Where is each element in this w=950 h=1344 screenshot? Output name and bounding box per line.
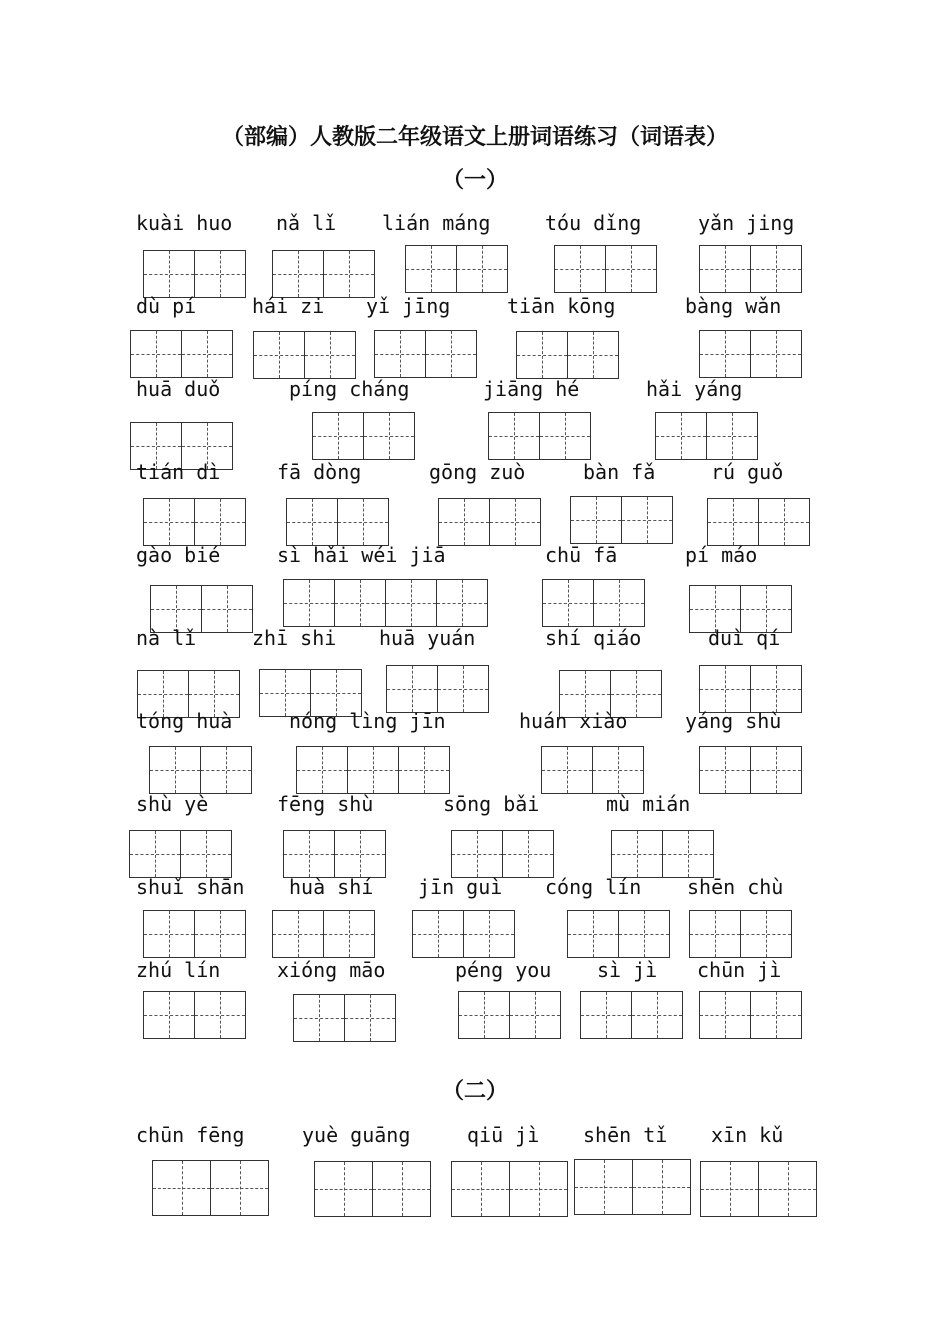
pinyin-label: chūn jì xyxy=(697,958,782,982)
writing-grid xyxy=(451,1161,568,1217)
writing-cell[interactable] xyxy=(347,746,399,794)
pinyin-label: fēng shù xyxy=(277,792,374,816)
writing-cell[interactable] xyxy=(707,498,759,546)
writing-grid xyxy=(143,910,246,958)
pinyin-label: sōng bǎi xyxy=(443,792,540,816)
writing-grid xyxy=(405,245,508,293)
writing-cell[interactable] xyxy=(458,991,510,1039)
writing-cell[interactable] xyxy=(539,412,591,460)
writing-cell[interactable] xyxy=(750,991,802,1039)
pinyin-label: fā dòng xyxy=(277,460,362,484)
writing-grid xyxy=(574,1159,691,1215)
writing-cell[interactable] xyxy=(593,579,645,627)
writing-cell[interactable] xyxy=(750,245,802,293)
writing-cell[interactable] xyxy=(129,830,181,878)
writing-cell[interactable] xyxy=(451,830,503,878)
pinyin-label: lián máng xyxy=(382,211,491,235)
writing-grid xyxy=(374,330,477,378)
writing-grid xyxy=(700,1161,817,1217)
pinyin-label: sì hǎi wéi jiā xyxy=(277,543,446,567)
writing-cell[interactable] xyxy=(502,830,554,878)
writing-grid xyxy=(516,331,619,379)
pinyin-label: rú guǒ xyxy=(711,460,784,484)
writing-cell[interactable] xyxy=(758,498,810,546)
writing-grid xyxy=(314,1161,431,1217)
writing-cell[interactable] xyxy=(210,1160,269,1216)
pinyin-label: shuǐ shān xyxy=(136,875,245,899)
writing-grid xyxy=(296,746,450,794)
writing-cell[interactable] xyxy=(200,746,252,794)
writing-grid xyxy=(143,991,246,1039)
pinyin-label: qiū jì xyxy=(467,1123,540,1147)
writing-cell[interactable] xyxy=(699,746,751,794)
writing-cell[interactable] xyxy=(337,498,389,546)
writing-cell[interactable] xyxy=(286,498,338,546)
pinyin-label: chūn fēng xyxy=(136,1123,245,1147)
writing-cell[interactable] xyxy=(334,579,386,627)
writing-cell[interactable] xyxy=(323,910,375,958)
writing-cell[interactable] xyxy=(143,991,195,1039)
pinyin-label: zhī shi xyxy=(252,626,337,650)
writing-cell[interactable] xyxy=(130,330,182,378)
writing-cell[interactable] xyxy=(488,412,540,460)
pinyin-label: gōng zuò xyxy=(429,460,526,484)
writing-cell[interactable] xyxy=(272,910,324,958)
pinyin-label: gào bié xyxy=(136,543,221,567)
writing-cell[interactable] xyxy=(293,994,345,1042)
writing-grid xyxy=(143,498,246,546)
pinyin-label: huā duǒ xyxy=(136,377,221,401)
writing-cell[interactable] xyxy=(194,910,246,958)
pinyin-label: hái zi xyxy=(252,294,325,318)
writing-cell[interactable] xyxy=(374,330,426,378)
writing-cell[interactable] xyxy=(758,1161,817,1217)
pinyin-label: dù pí xyxy=(136,294,197,318)
writing-grid xyxy=(699,245,802,293)
writing-cell[interactable] xyxy=(412,910,464,958)
writing-cell[interactable] xyxy=(181,330,233,378)
pinyin-label: yáng shù xyxy=(685,709,782,733)
writing-grid xyxy=(283,579,488,627)
pinyin-label: jiāng hé xyxy=(483,377,580,401)
writing-cell[interactable] xyxy=(405,245,457,293)
writing-cell[interactable] xyxy=(253,331,305,379)
writing-cell[interactable] xyxy=(632,1159,691,1215)
pinyin-label: cóng lín xyxy=(545,875,642,899)
section-heading-1: （一） xyxy=(441,168,508,193)
writing-grid xyxy=(152,1160,269,1216)
writing-grid xyxy=(293,994,396,1042)
writing-grid xyxy=(707,498,810,546)
document-title: （部编）人教版二年级语文上册词语练习（词语表） xyxy=(221,125,728,150)
writing-cell[interactable] xyxy=(180,830,232,878)
writing-cell[interactable] xyxy=(194,991,246,1039)
writing-cell[interactable] xyxy=(438,498,490,546)
writing-cell[interactable] xyxy=(463,910,515,958)
writing-cell[interactable] xyxy=(143,910,195,958)
writing-grid xyxy=(283,830,386,878)
pinyin-label: nóng lìng jīn xyxy=(289,709,446,733)
writing-cell[interactable] xyxy=(201,585,253,633)
writing-cell[interactable] xyxy=(655,412,707,460)
pinyin-label: yǎn jing xyxy=(698,211,795,235)
writing-cell[interactable] xyxy=(334,830,386,878)
writing-cell[interactable] xyxy=(436,579,488,627)
pinyin-label: huā yuán xyxy=(379,626,476,650)
writing-grid xyxy=(655,412,758,460)
writing-cell[interactable] xyxy=(542,579,594,627)
writing-cell[interactable] xyxy=(699,665,751,713)
writing-cell[interactable] xyxy=(143,250,195,298)
pinyin-label: shēn chù xyxy=(687,875,784,899)
pinyin-label: shí qiáo xyxy=(545,626,642,650)
writing-cell[interactable] xyxy=(706,412,758,460)
pinyin-label: tián dì xyxy=(136,460,221,484)
writing-cell[interactable] xyxy=(592,746,644,794)
pinyin-label: xīn kǔ xyxy=(711,1123,784,1147)
writing-grid xyxy=(143,250,246,298)
pinyin-label: píng cháng xyxy=(289,377,410,401)
writing-cell[interactable] xyxy=(283,579,335,627)
pinyin-label: tóng huà xyxy=(136,709,233,733)
writing-grid xyxy=(458,991,561,1039)
writing-grid xyxy=(253,331,356,379)
writing-cell[interactable] xyxy=(740,910,792,958)
pinyin-label: tiān kōng xyxy=(507,294,616,318)
writing-grid xyxy=(541,746,644,794)
pinyin-label: huán xiào xyxy=(519,709,628,733)
writing-grid xyxy=(699,991,802,1039)
pinyin-label: péng you xyxy=(455,958,552,982)
writing-cell[interactable] xyxy=(689,910,741,958)
pinyin-label: pí máo xyxy=(685,543,758,567)
writing-grid xyxy=(580,991,683,1039)
writing-cell[interactable] xyxy=(700,1161,759,1217)
writing-cell[interactable] xyxy=(509,1161,568,1217)
writing-grid xyxy=(272,250,375,298)
writing-cell[interactable] xyxy=(567,331,619,379)
writing-cell[interactable] xyxy=(456,245,508,293)
pinyin-label: tóu dǐng xyxy=(545,211,642,235)
writing-cell[interactable] xyxy=(386,665,438,713)
writing-cell[interactable] xyxy=(605,245,657,293)
pinyin-label: shù yè xyxy=(136,792,209,816)
writing-grid xyxy=(554,245,657,293)
writing-grid xyxy=(542,579,645,627)
writing-cell[interactable] xyxy=(451,1161,510,1217)
writing-cell[interactable] xyxy=(570,496,622,544)
writing-cell[interactable] xyxy=(489,498,541,546)
writing-cell[interactable] xyxy=(194,250,246,298)
writing-cell[interactable] xyxy=(567,910,619,958)
writing-grid xyxy=(130,330,233,378)
writing-cell[interactable] xyxy=(149,746,201,794)
writing-grid xyxy=(412,910,515,958)
pinyin-label: zhú lín xyxy=(136,958,221,982)
writing-cell[interactable] xyxy=(541,746,593,794)
writing-grid xyxy=(567,910,670,958)
writing-cell[interactable] xyxy=(699,245,751,293)
pinyin-label: kuài huo xyxy=(136,211,233,235)
writing-cell[interactable] xyxy=(554,245,606,293)
writing-grid xyxy=(570,496,673,544)
writing-cell[interactable] xyxy=(363,412,415,460)
writing-cell[interactable] xyxy=(611,830,663,878)
writing-cell[interactable] xyxy=(304,331,356,379)
writing-grid xyxy=(451,830,554,878)
writing-cell[interactable] xyxy=(296,746,348,794)
writing-cell[interactable] xyxy=(631,991,683,1039)
writing-grid xyxy=(611,830,714,878)
writing-grid xyxy=(129,830,232,878)
writing-cell[interactable] xyxy=(194,498,246,546)
writing-cell[interactable] xyxy=(344,994,396,1042)
writing-grid xyxy=(272,910,375,958)
pinyin-label: huà shí xyxy=(289,875,374,899)
writing-cell[interactable] xyxy=(323,250,375,298)
writing-cell[interactable] xyxy=(272,250,324,298)
writing-grid xyxy=(488,412,591,460)
writing-cell[interactable] xyxy=(143,498,195,546)
pinyin-label: bàng wǎn xyxy=(685,294,782,318)
pinyin-label: shēn tǐ xyxy=(583,1123,668,1147)
writing-cell[interactable] xyxy=(699,991,751,1039)
pinyin-label: yuè guāng xyxy=(302,1123,411,1147)
writing-cell[interactable] xyxy=(509,991,561,1039)
writing-cell[interactable] xyxy=(699,330,751,378)
pinyin-label: xióng māo xyxy=(277,958,386,982)
writing-cell[interactable] xyxy=(152,1160,211,1216)
writing-grid xyxy=(438,498,541,546)
pinyin-label: jīn guì xyxy=(418,875,503,899)
writing-grid xyxy=(286,498,389,546)
pinyin-label: sì jì xyxy=(597,958,658,982)
writing-cell[interactable] xyxy=(398,746,450,794)
pinyin-label: nà lǐ xyxy=(136,626,197,650)
pinyin-label: hǎi yáng xyxy=(646,377,743,401)
pinyin-label: duì qí xyxy=(708,626,781,650)
writing-cell[interactable] xyxy=(372,1161,431,1217)
section-heading-2: （二） xyxy=(441,1079,508,1104)
writing-grid xyxy=(699,746,802,794)
writing-cell[interactable] xyxy=(662,830,714,878)
writing-cell[interactable] xyxy=(385,579,437,627)
writing-cell[interactable] xyxy=(750,330,802,378)
writing-cell[interactable] xyxy=(516,331,568,379)
writing-cell[interactable] xyxy=(312,412,364,460)
writing-grid xyxy=(699,330,802,378)
writing-cell[interactable] xyxy=(425,330,477,378)
writing-cell[interactable] xyxy=(580,991,632,1039)
writing-cell[interactable] xyxy=(621,496,673,544)
writing-grid xyxy=(149,746,252,794)
pinyin-label: bàn fǎ xyxy=(583,460,656,484)
writing-grid xyxy=(699,665,802,713)
pinyin-label: chū fā xyxy=(545,543,618,567)
writing-cell[interactable] xyxy=(574,1159,633,1215)
writing-cell[interactable] xyxy=(314,1161,373,1217)
pinyin-label: mù mián xyxy=(606,792,691,816)
pinyin-label: yǐ jīng xyxy=(366,294,451,318)
writing-grid xyxy=(689,910,792,958)
writing-cell[interactable] xyxy=(283,830,335,878)
writing-cell[interactable] xyxy=(750,665,802,713)
writing-cell[interactable] xyxy=(437,665,489,713)
writing-grid xyxy=(386,665,489,713)
pinyin-label: nǎ lǐ xyxy=(276,211,337,235)
writing-cell[interactable] xyxy=(750,746,802,794)
writing-cell[interactable] xyxy=(618,910,670,958)
writing-grid xyxy=(312,412,415,460)
